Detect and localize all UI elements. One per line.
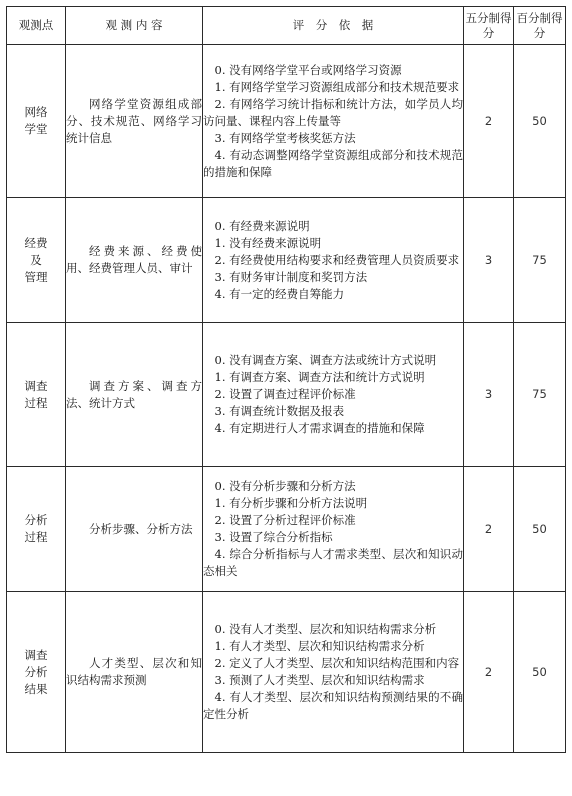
criterion-item: 1. 有分析步骤和分析方法说明 [214,496,368,510]
criterion-item: 2. 有网络学习统计指标和统计方法，如学员人均访问量、课程内容上传量等 [203,96,463,128]
scoring-basis [203,592,464,753]
scoring-basis [203,198,464,323]
observation-content: 分析步骤、分析方法 [66,467,203,592]
point-line: 结果 [24,681,48,696]
criterion-item: 0. 没有调查方案、调查方法或统计方式说明 [214,353,437,367]
five-point-score: 2 [464,45,514,198]
observation-content: 网络学堂资源组成部分、技术规范、网络学习统计信息 [66,45,203,198]
five-point-score: 2 [464,592,514,753]
hundred-point-score: 75 [514,198,566,323]
header-row [7,7,566,45]
point-line: 网络 [24,105,48,119]
header-hundred-point-score: 百分制得分 [514,7,566,45]
criterion-item: 0. 有经费来源说明 [214,218,310,233]
hundred-point-score: 50 [514,45,566,198]
criterion-item: 0. 没有分析步骤和分析方法 [214,479,356,493]
criterion-item: 2. 有经费使用结构要求和经费管理人员资质要求 [214,252,460,267]
hundred-point-score: 50 [514,592,566,753]
observation-point [7,592,66,753]
observation-point [7,323,66,467]
point-line: 调查 [24,647,48,662]
criterion-item: 3. 预测了人才类型、层次和知识结构需求 [214,673,425,687]
table-row [7,323,566,467]
criterion-item: 1. 有人才类型、层次和知识结构需求分析 [214,639,425,653]
criterion-item: 4. 综合分析指标与人才需求类型、层次和知识动态相关 [203,547,463,578]
point-line: 分析 [24,664,48,679]
criterion-item: 1. 没有经费来源说明 [214,235,322,250]
point-line: 管理 [24,269,48,284]
five-point-score: 3 [464,198,514,323]
observation-content: 经费来源、经费使用、经费管理人员、审计 [66,198,203,323]
header-scoring-basis: 评 分 依 据 [203,7,464,45]
evaluation-table [6,6,566,753]
header-five-point-score: 五分制得分 [464,7,514,45]
criterion-item: 3. 有调查统计数据及报表 [214,404,345,418]
criterion-item: 4. 有定期进行人才需求调查的措施和保障 [214,421,425,435]
scoring-basis [203,467,464,592]
criterion-item: 1. 有网络学堂学习资源组成部分和技术规范要求 [214,79,460,94]
point-line: 及 [30,252,42,267]
criterion-item: 3. 有财务审计制度和奖罚方法 [214,269,368,284]
hundred-point-score: 50 [514,467,566,592]
criterion-item: 0. 没有网络学堂平台或网络学习资源 [214,62,402,77]
criterion-item: 4. 有人才类型、层次和知识结构预测结果的不确定性分析 [203,690,463,721]
header-observation-point: 观测点 [7,7,66,45]
table-row [7,592,566,753]
criterion-item: 2. 设置了调查过程评价标准 [214,387,356,401]
five-point-score: 2 [464,467,514,592]
scoring-basis [203,323,464,467]
criterion-item: 2. 设置了分析过程评价标准 [214,513,356,527]
criterion-item: 3. 有网络学堂考核奖惩方法 [214,130,356,145]
table-row [7,45,566,198]
criterion-item: 3. 设置了综合分析指标 [214,530,333,544]
criterion-item: 0. 没有人才类型、层次和知识结构需求分析 [214,622,437,636]
point-line: 调查 [24,378,48,393]
criterion-item: 4. 有动态调整网络学堂资源组成部分和技术规范的措施和保障 [203,147,463,179]
point-line: 过程 [24,530,48,544]
criterion-item: 4. 有一定的经费自筹能力 [214,286,345,301]
hundred-point-score: 75 [514,323,566,467]
point-line: 分析 [24,513,48,527]
observation-point [7,45,66,198]
point-line: 过程 [24,395,48,410]
five-point-score: 3 [464,323,514,467]
table-row [7,198,566,323]
table-row [7,467,566,592]
criterion-item: 2. 定义了人才类型、层次和知识结构范围和内容 [214,656,460,670]
header-observation-content: 观 测 内 容 [66,7,203,45]
observation-point [7,467,66,592]
point-line: 学堂 [24,122,48,136]
point-line: 经费 [24,235,48,250]
scoring-basis [203,45,464,198]
observation-point [7,198,66,323]
criterion-item: 1. 有调查方案、调查方法和统计方式说明 [214,370,425,384]
observation-content: 人才类型、层次和知识结构需求预测 [66,592,203,753]
observation-content: 调查方案、调查方法、统计方式 [66,323,203,467]
